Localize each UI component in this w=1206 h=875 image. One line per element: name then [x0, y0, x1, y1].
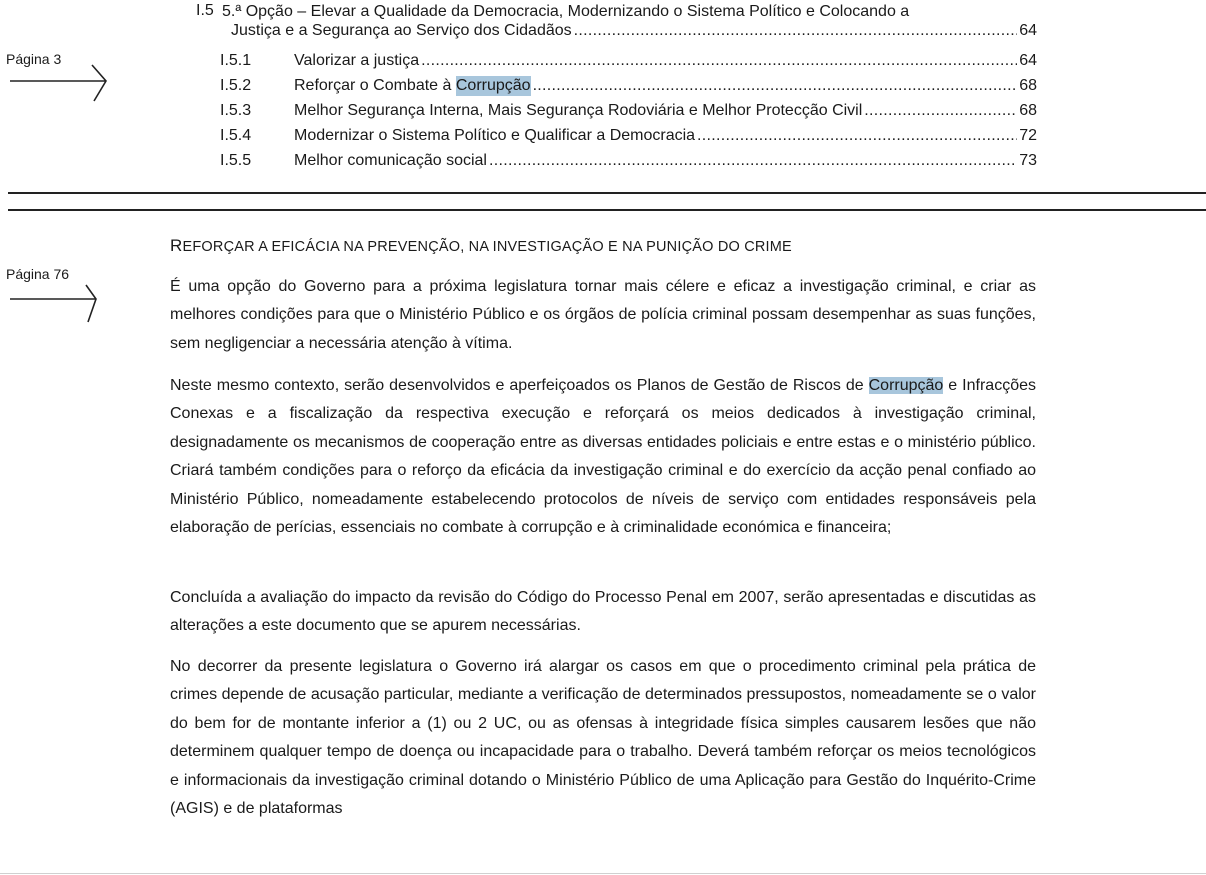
- toc-item-number: I.5.5: [220, 152, 252, 169]
- toc-leader-dots: [533, 76, 1018, 96]
- toc-item-page: 68: [1019, 77, 1037, 94]
- toc-item-number: I.5.4: [220, 127, 252, 144]
- page-bottom-border: [0, 873, 1206, 874]
- toc-item[interactable]: [220, 151, 1037, 171]
- toc-item[interactable]: [220, 76, 1037, 96]
- search-highlight: Corrupção: [868, 377, 944, 394]
- toc-item-number: I.5.1: [220, 52, 252, 69]
- paragraph-2: Neste mesmo contexto, serão desenvolvidos e aperfeiçoados os Planos de Gestão de Riscos de Corrupção e Infracções Conexas e a fiscalização da respectiva execução e reforçará os meios dedicados à investigação criminal, designadamente os mecanismos de cooperação entre as diversas entidades policiais e entre estas e o ministério público. Criará também condições para o reforço da eficácia da investigação criminal e do exercício da acção penal confiado ao Ministério Público, nomeadamente estabelecendo protocolos de níveis de serviço com entidades responsáveis pela elaboração de perícias, essenciais no combate à corrupção e à criminalidade económica e financeira;: [170, 377, 1036, 537]
- toc-leader-dots: [574, 21, 1018, 40]
- separator-line: [8, 209, 1206, 211]
- paragraph-1: É uma opção do Governo para a próxima legislatura tornar mais célere e eficaz a investigação criminal, e criar as melhores condições para que o Ministério Público e os órgãos de polícia criminal possam desempenhar as suas funções, sem negligenciar a necessária atenção à vítima.: [170, 278, 1036, 352]
- toc-item[interactable]: [220, 51, 1037, 71]
- toc-item-number: I.5.3: [220, 102, 252, 119]
- toc-main-line2: Justiça e a Segurança ao Serviço dos Cidadãos: [231, 22, 572, 39]
- arrow-right-icon: [8, 282, 104, 326]
- arrow-right-icon: [8, 62, 112, 104]
- toc-item-page: 68: [1019, 102, 1037, 119]
- toc-item-page: 73: [1019, 152, 1037, 169]
- toc-main-line1: 5.ª Opção – Elevar a Qualidade da Democracia, Modernizando o Sistema Político e Colocando a: [222, 3, 910, 20]
- page-3-label: Página 3: [6, 51, 62, 67]
- separator-line: [8, 192, 1206, 194]
- toc-item-text: Melhor Segurança Interna, Mais Segurança Rodoviária e Melhor Protecção Civil: [294, 102, 863, 119]
- toc-leader-dots: [864, 101, 1017, 121]
- toc-main-page: 64: [1019, 22, 1037, 39]
- toc-main-number: I.5: [196, 2, 214, 19]
- search-highlight: Corrupção: [455, 77, 531, 94]
- toc-item-text: Melhor comunicação social: [294, 152, 487, 169]
- toc-item-text: Reforçar o Combate à: [294, 77, 456, 94]
- toc-item[interactable]: [220, 126, 1037, 146]
- page-76-label: Página 76: [6, 266, 70, 282]
- section-heading: REFORÇAR A EFICÁCIA NA PREVENÇÃO, NA INVESTIGAÇÃO E NA PUNIÇÃO DO CRIME: [170, 236, 792, 255]
- toc-item-text: Valorizar a justiça: [294, 52, 420, 69]
- toc-item-page: 64: [1019, 52, 1037, 69]
- paragraph-4: No decorrer da presente legislatura o Governo irá alargar os casos em que o procedimento criminal pela prática de crimes depende de acusação particular, mediante a verificação de determinados pressupostos, nomeadamente se o valor do bem for de montante inferior a (1) ou 2 UC, ou as ofensas à integridade física simples causarem lesões que não determinem qualquer tempo de doença ou incapacidade para o trabalho. Deverá também reforçar os meios tecnológicos e informacionais da investigação criminal dotando o Ministério Público de uma Aplicação para Gestão do Inquérito-Crime (AGIS) e de plataformas: [170, 658, 1036, 818]
- toc-leader-dots: [489, 151, 1017, 171]
- toc-item-number: I.5.2: [220, 77, 252, 94]
- toc-leader-dots: [697, 126, 1017, 146]
- paragraph-3: Concluída a avaliação do impacto da revisão do Código do Processo Penal em 2007, serão apresentadas e discutidas as alterações a este documento que se apurem necessárias.: [170, 589, 1036, 635]
- toc-item-page: 72: [1019, 127, 1037, 144]
- toc-main-entry: [222, 2, 1037, 40]
- toc-item-text: Modernizar o Sistema Político e Qualificar a Democracia: [294, 127, 696, 144]
- toc-leader-dots: [421, 51, 1017, 71]
- toc-item[interactable]: [220, 101, 1037, 121]
